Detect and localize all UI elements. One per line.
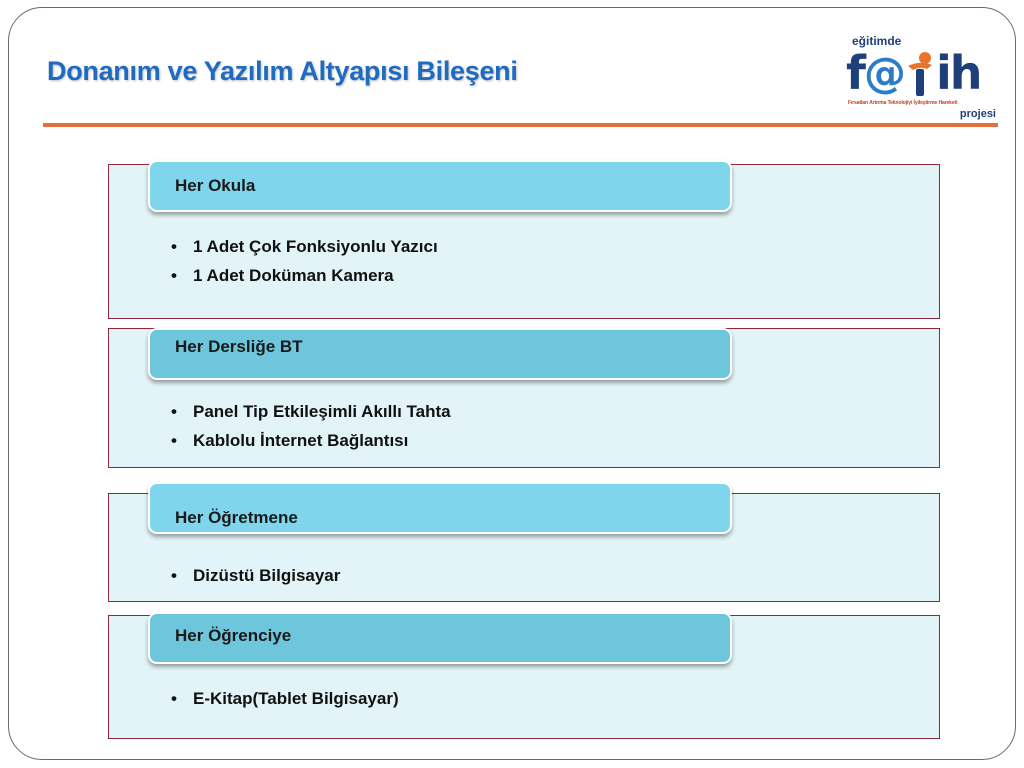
- fatih-logo: [846, 34, 998, 126]
- group-heading-school: [148, 160, 732, 212]
- logo-letters-ih: ih: [936, 46, 981, 100]
- group-heading-teacher: [148, 482, 732, 534]
- list-item: • Dizüstü Bilgisayar: [171, 561, 340, 590]
- logo-letter-f: f: [846, 46, 865, 100]
- logo-top-text: eğitimde: [852, 34, 902, 48]
- logo-project-text: projesi: [959, 108, 996, 120]
- logo-at-sign: @: [864, 48, 905, 97]
- bullet-icon: •: [171, 402, 177, 421]
- slide-title: Donanım ve Yazılım Altyapısı Bileşeni: [47, 56, 518, 86]
- group-list-classroom: [171, 397, 451, 455]
- bullet-icon: •: [171, 689, 177, 708]
- list-item: • Kablolu İnternet Bağlantısı: [171, 426, 451, 455]
- person-icon: [905, 48, 935, 98]
- group-heading-student: [148, 612, 732, 664]
- bullet-icon: •: [171, 266, 177, 285]
- bullet-icon: •: [171, 431, 177, 450]
- list-item: • 1 Adet Doküman Kamera: [171, 261, 438, 290]
- group-heading-label: Her Dersliğe BT: [175, 337, 303, 356]
- group-list-student: [171, 684, 399, 713]
- bullet-icon: •: [171, 566, 177, 585]
- list-item: • E-Kitap(Tablet Bilgisayar): [171, 684, 399, 713]
- bullet-icon: •: [171, 237, 177, 256]
- logo-wordmark: [846, 48, 981, 98]
- group-heading-classroom: [148, 328, 732, 380]
- list-item: • Panel Tip Etkileşimli Akıllı Tahta: [171, 397, 451, 426]
- group-list-school: [171, 232, 438, 290]
- group-heading-label: Her Öğretmene: [175, 508, 298, 527]
- group-list-teacher: [171, 561, 340, 590]
- group-heading-label: Her Okula: [175, 176, 256, 195]
- group-heading-label: Her Öğrenciye: [175, 626, 292, 645]
- list-item: • 1 Adet Çok Fonksiyonlu Yazıcı: [171, 232, 438, 261]
- logo-subtitle: Fırsatları Artırma Teknolojiyi İyileştirme Hareketi: [848, 100, 958, 106]
